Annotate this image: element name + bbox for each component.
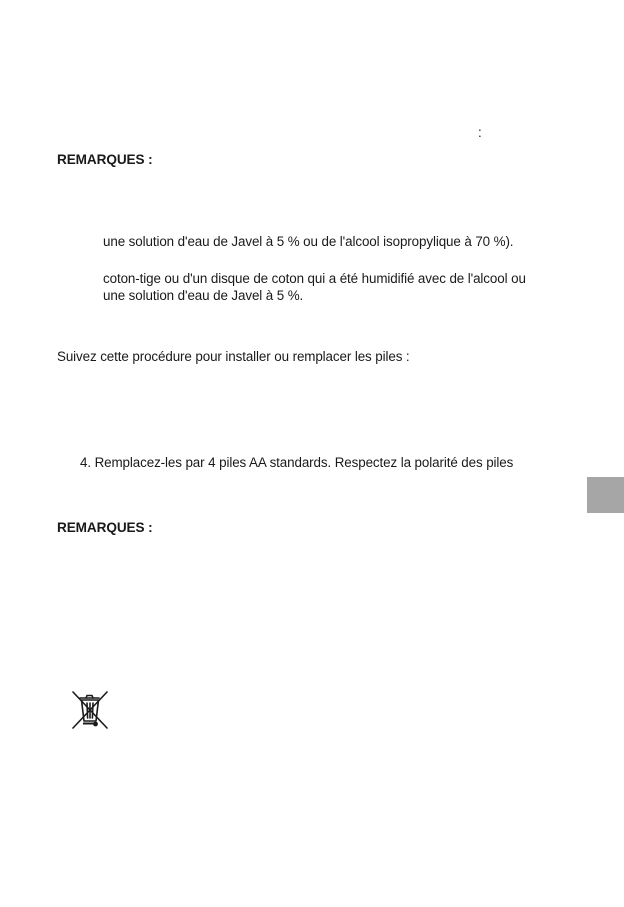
note-line-bleach-solution: une solution d'eau de Javel à 5 % ou de l'alcool isopropylique à 70 %). [103,234,514,249]
battery-step-4: 4. Remplacez-les par 4 piles AA standards. Respectez la polarité des piles [80,455,514,470]
note-line-bleach-percent: une solution d'eau de Javel à 5 %. [103,288,304,303]
colon-mark: : [478,125,482,140]
section-side-tab [587,477,624,513]
remarques-heading-1: REMARQUES : [57,152,153,167]
remarques-heading-2: REMARQUES : [57,520,153,535]
battery-procedure-intro: Suivez cette procédure pour installer ou remplacer les piles : [57,349,410,364]
crossed-out-wheelie-bin-icon [68,688,112,732]
note-line-cotton-swab: coton-tige ou d'un disque de coton qui a été humidifié avec de l'alcool ou [103,271,526,286]
